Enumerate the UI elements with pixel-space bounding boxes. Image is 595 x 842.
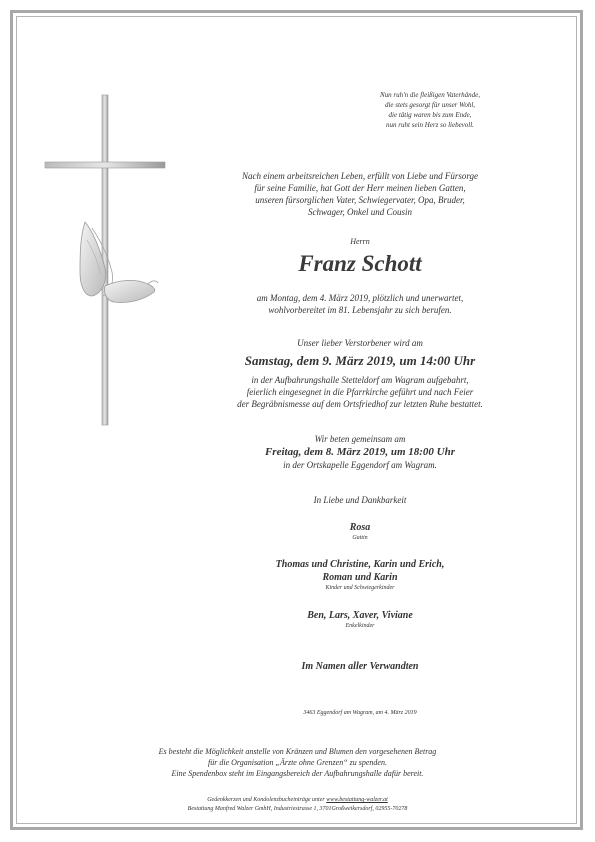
funeral-details [180, 374, 540, 410]
dove-icon [105, 280, 158, 302]
funeral-section [180, 337, 540, 349]
cross-illustration [40, 90, 170, 430]
mourner-children [180, 558, 540, 593]
intro-text [180, 170, 540, 218]
relatives-text: Im Namen aller Verwandten [301, 661, 419, 672]
cross-icon [40, 90, 170, 430]
funeral-intro: Unser lieber Verstorbener wird am [297, 338, 423, 348]
funeral-line: der Begräbnismesse auf dem Ortsfriedhof zur letzten Ruhe bestattet. [237, 399, 483, 409]
poem-line: nun ruht sein Herz so liebevoll. [386, 121, 474, 129]
donation-line: Es besteht die Möglichkeit anstelle von Kränzen und Blumen den vorgesehenen Betrag [158, 747, 437, 756]
place-date-block [180, 709, 540, 718]
intro-line: Schwager, Onkel und Cousin [308, 207, 412, 217]
poem-line: die stets gesorgt für unser Wohl, [384, 101, 476, 109]
salutation-block [180, 236, 540, 247]
poem-line: Nun ruh'n die fleißigen Vaterhände, [380, 91, 480, 99]
name-block [180, 250, 540, 278]
footer-line-2: Bestattung Manfred Walzer GmbH, Industriestrasse 1, 3701Großweikersdorf, 02955-70278 [187, 806, 408, 812]
donation-line: Eine Spendenbox steht im Eingangsbereich der Aufbahrungshalle dafür bereit. [171, 769, 424, 778]
death-line: am Montag, dem 4. März 2019, plötzlich und unerwartet, [256, 293, 464, 303]
donation-line: für die Organisation „Ärzte ohne Grenzen“ zu spenden. [208, 758, 387, 767]
mourner-relation: Kinder und Schwiegerkinder [325, 585, 395, 591]
intro-line: für seine Familie, hat Gott der Herr meinen lieben Gatten, [254, 183, 466, 193]
closing-text: In Liebe und Dankbarkeit [313, 495, 407, 505]
footer-line-1 [30, 796, 565, 805]
prayer-date: Freitag, dem 8. März 2019, um 18:00 Uhr [264, 446, 456, 458]
donation-note [30, 746, 565, 779]
footer [30, 796, 565, 814]
mourner-name: Thomas und Christine, Karin und Erich, [275, 559, 445, 570]
funeral-line: in der Aufbahrungshalle Stetteldorf am Wagram aufgebahrt, [251, 375, 469, 385]
funeral-date: Samstag, dem 9. März 2019, um 14:00 Uhr [244, 353, 476, 368]
prayer-place: in der Ortskapelle Eggendorf am Wagram. [283, 460, 437, 470]
poem [355, 90, 505, 130]
prayer-section [180, 433, 540, 471]
funeral-home-link[interactable]: www.bestattung-walzer.at [326, 797, 388, 803]
deceased-name: Franz Schott [298, 251, 422, 276]
funeral-date-block [180, 352, 540, 369]
death-line: wohlvorbereitet im 81. Lebensjahr zu sich berufen. [268, 305, 452, 315]
mourner-name: Ben, Lars, Xaver, Viviane [307, 610, 413, 621]
mourner-relation: Enkelkinder [345, 623, 375, 629]
funeral-line: feierlich eingesegnet in die Pfarrkirche geführt und nach Feier [246, 387, 474, 397]
mourner-grandchildren [180, 609, 540, 631]
mourner-name: Rosa [349, 522, 371, 533]
salutation: Herrn [350, 237, 370, 246]
place-date: 3463 Eggendorf am Wagram, am 4. März 2019 [303, 710, 417, 716]
footer-prefix: Gedenkkerzen und Kondolenzbucheinträge unter [207, 797, 327, 803]
closing-block [180, 494, 540, 506]
poem-line: die tätig waren bis zum Ende, [388, 111, 472, 119]
intro-line: Nach einem arbeitsreichen Leben, erfüllt von Liebe und Fürsorge [241, 171, 479, 181]
prayer-intro: Wir beten gemeinsam am [314, 434, 406, 444]
mourner-relation: Gattin [352, 535, 368, 541]
mourner-spouse [180, 521, 540, 543]
mourner-name: Roman und Karin [322, 572, 398, 583]
death-notice [180, 292, 540, 316]
relatives-block [180, 660, 540, 673]
intro-line: unseren fürsorglichen Vater, Schwiegervater, Opa, Bruder, [255, 195, 465, 205]
